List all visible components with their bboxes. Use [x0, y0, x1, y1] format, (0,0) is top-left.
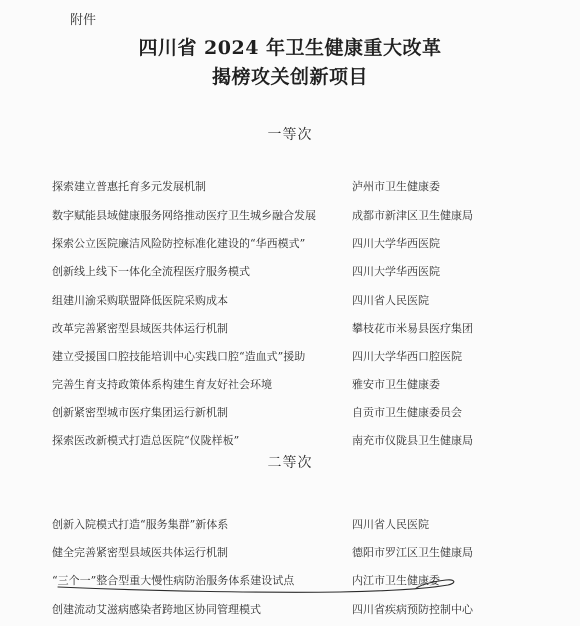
organization-name: 四川省人民医院 [352, 294, 429, 307]
section-heading-second: 二等次 [267, 455, 313, 471]
organization-name: 内江市卫生健康委 [352, 574, 440, 587]
project-name: 创新入院模式打造“服务集群”新体系 [52, 518, 229, 531]
organization-name: 四川省疾病预防控制中心 [352, 603, 473, 616]
list-item [0, 376, 580, 396]
list-item [0, 516, 580, 536]
list-item [0, 263, 580, 283]
list-item [0, 404, 580, 424]
list-item [0, 235, 580, 255]
project-name: 创新线上线下一体化全流程医疗服务模式 [52, 265, 250, 278]
project-name: 完善生育支持政策体系构建生育友好社会环境 [52, 378, 272, 391]
project-name: 创新紧密型城市医疗集团运行新机制 [52, 406, 228, 419]
list-item [0, 544, 580, 564]
project-name: 组建川渝采购联盟降低医院采购成本 [52, 294, 228, 307]
project-name: 探索公立医院廉洁风险防控标准化建设的“华西模式” [52, 237, 306, 250]
organization-name: 四川省人民医院 [352, 518, 429, 531]
project-name: 创建流动艾滋病感染者跨地区协同管理模式 [52, 603, 261, 616]
organization-name: 自贡市卫生健康委员会 [352, 406, 462, 419]
list-item [0, 207, 580, 227]
organization-name: 泸州市卫生健康委 [352, 180, 440, 193]
project-name: 健全完善紧密型县域医共体运行机制 [52, 546, 228, 559]
attachment-label: 附件 [70, 13, 97, 28]
project-name: 建立受援国口腔技能培训中心实践口腔“造血式”援助 [52, 350, 306, 363]
organization-name: 攀枝花市米易县医疗集团 [352, 322, 473, 335]
list-item [0, 178, 580, 198]
project-name: 探索建立普惠托育多元发展机制 [52, 180, 206, 193]
section-heading-first: 一等次 [267, 127, 313, 143]
organization-name: 雅安市卫生健康委 [352, 378, 440, 391]
project-name: “三个一”整合型重大慢性病防治服务体系建设试点 [52, 574, 295, 587]
organization-name: 四川大学华西口腔医院 [352, 350, 462, 363]
list-item [0, 292, 580, 312]
document-title-line1: 四川省 2024 年卫生健康重大改革 [138, 37, 442, 59]
organization-name: 四川大学华西医院 [352, 265, 440, 278]
list-item [0, 572, 580, 592]
list-item [0, 320, 580, 340]
document-title-line2: 揭榜攻关创新项目 [211, 66, 368, 88]
list-item [0, 601, 580, 621]
project-name: 改革完善紧密型县域医共体运行机制 [52, 322, 228, 335]
list-item [0, 348, 580, 368]
organization-name: 德阳市罗江区卫生健康局 [352, 546, 473, 559]
project-name: 探索医改新模式打造总医院“仪陇样板” [52, 434, 240, 447]
organization-name: 成都市新津区卫生健康局 [352, 209, 473, 222]
list-item [0, 432, 580, 452]
organization-name: 南充市仪陇县卫生健康局 [352, 434, 473, 447]
organization-name: 四川大学华西医院 [352, 237, 440, 250]
project-name: 数字赋能县域健康服务网络推动医疗卫生城乡融合发展 [52, 209, 316, 222]
